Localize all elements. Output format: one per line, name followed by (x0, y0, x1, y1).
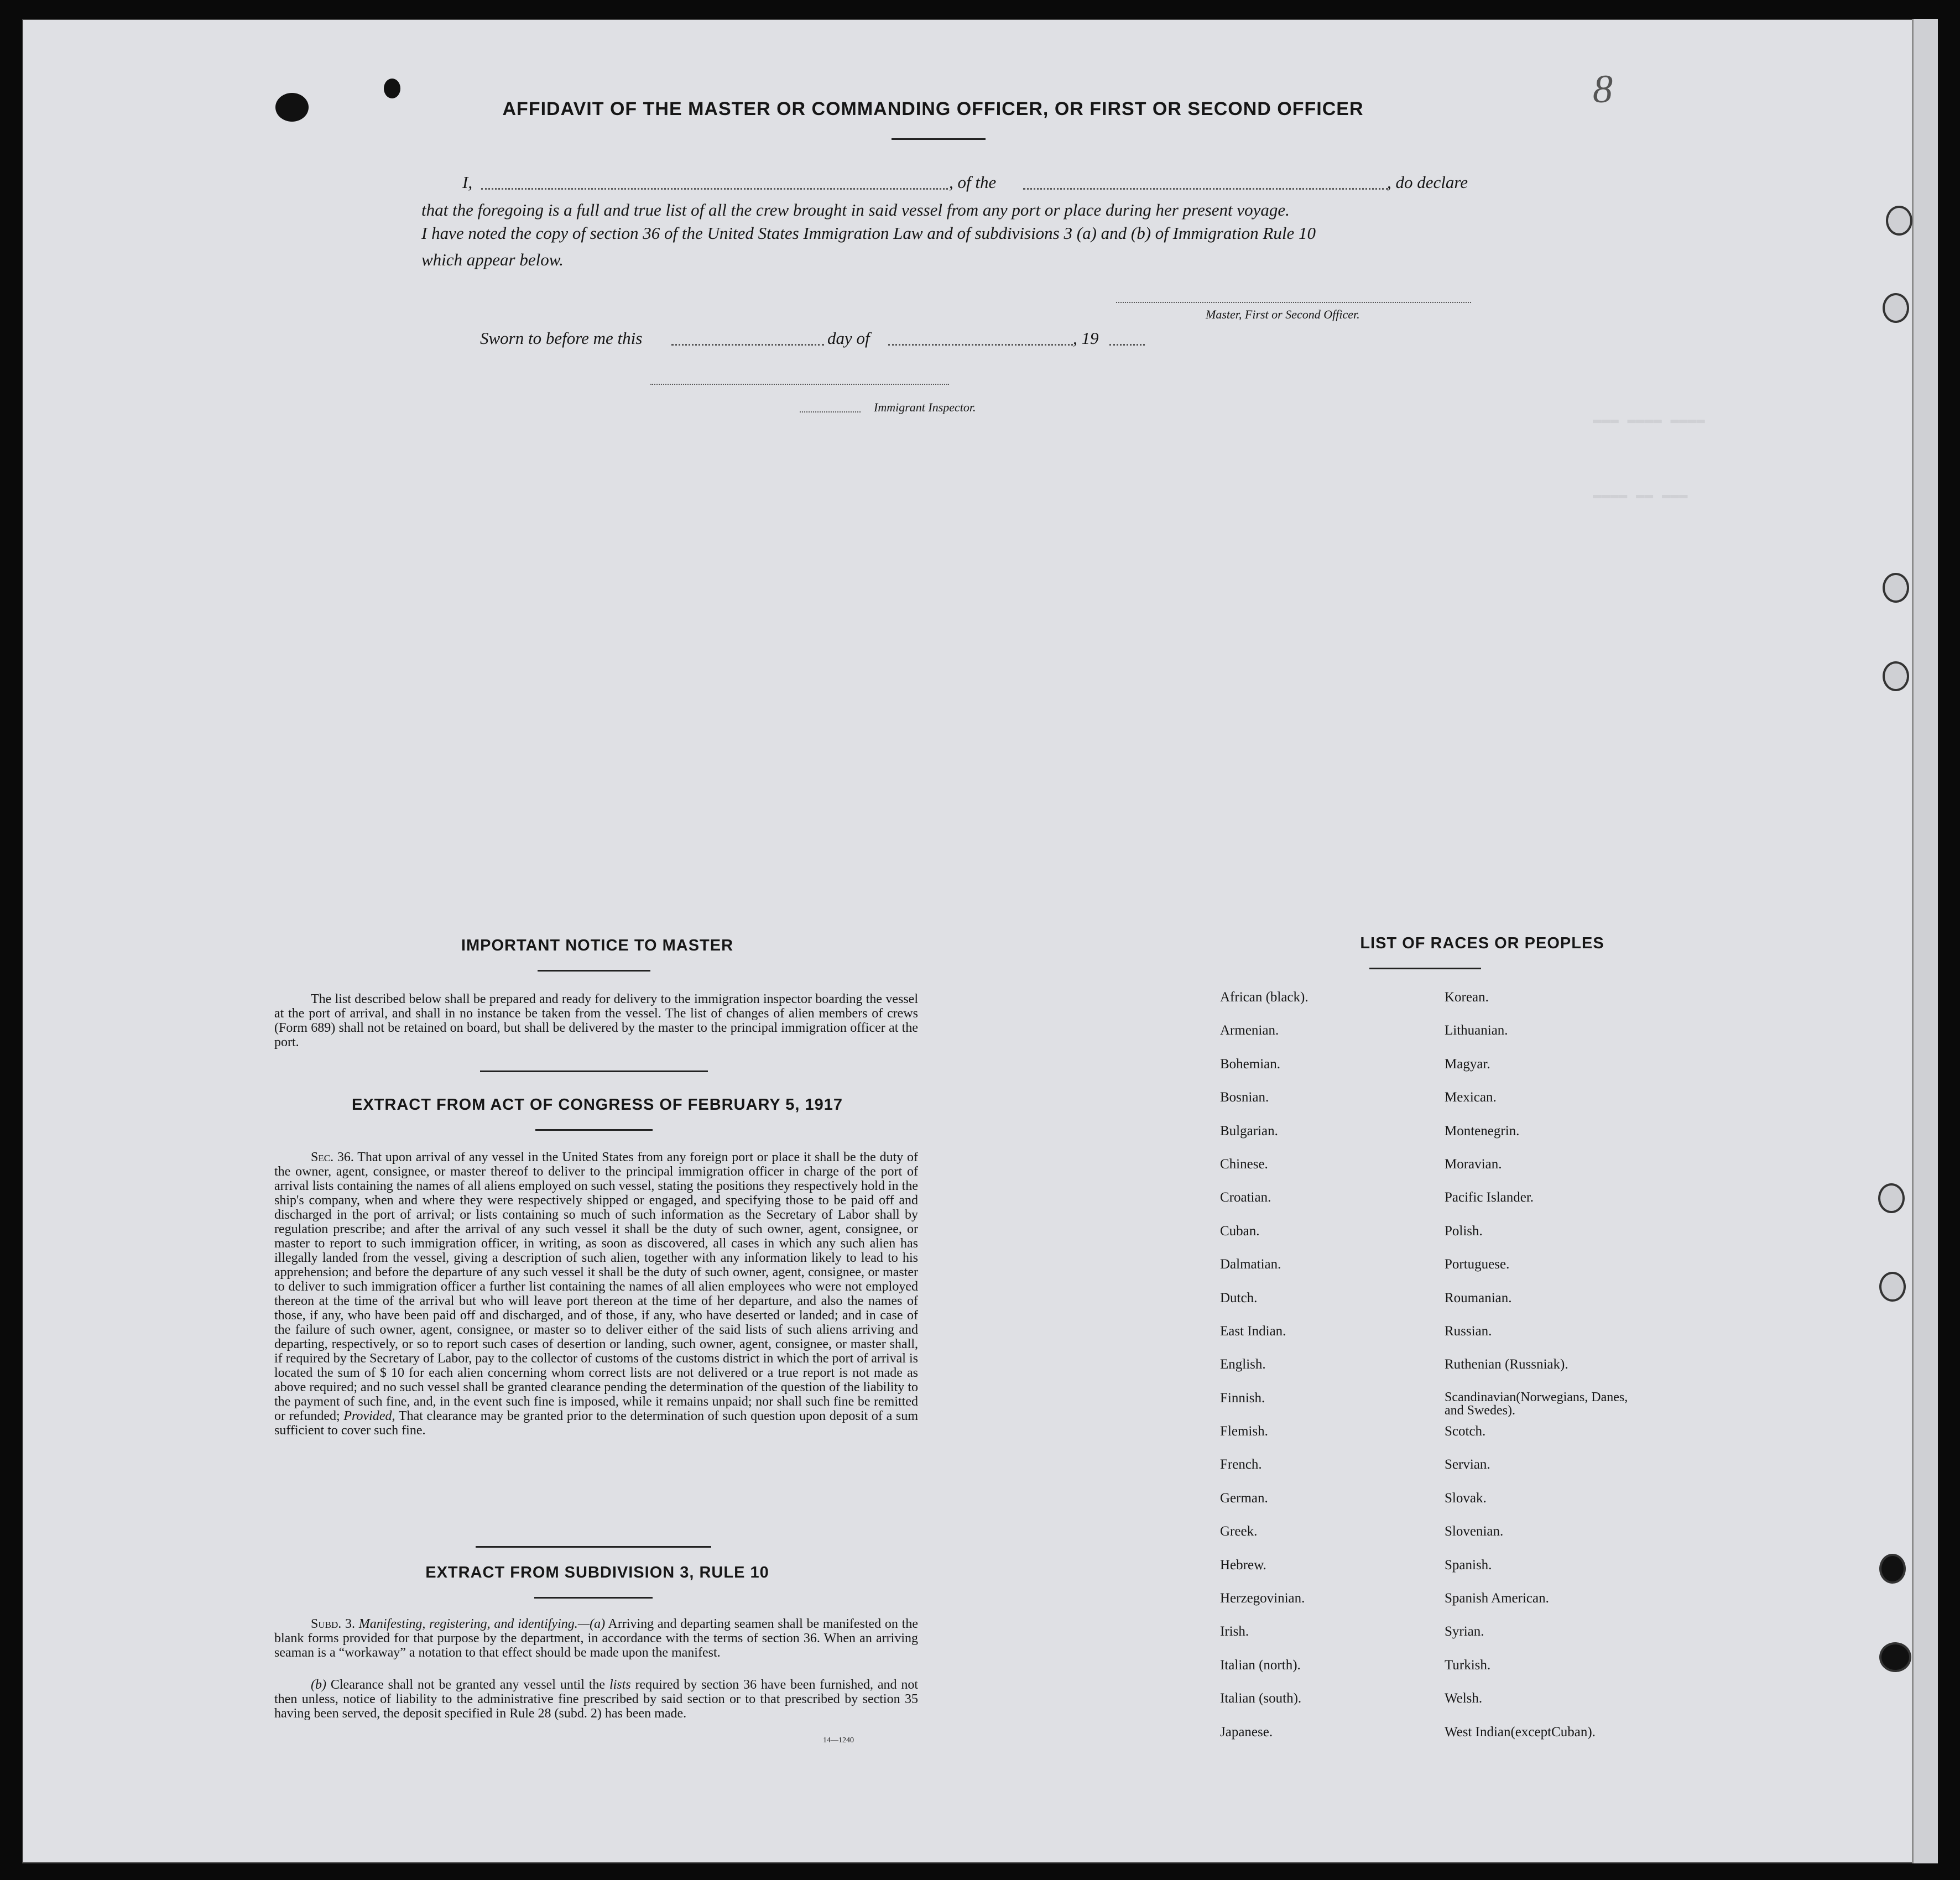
race-item: West Indian(exceptCuban). (1445, 1724, 1596, 1740)
race-item: Russian. (1445, 1323, 1492, 1339)
punch-hole (1879, 1272, 1906, 1302)
ink-smudge (384, 79, 400, 98)
rule-b-label: (b) (311, 1678, 326, 1692)
handwritten-mark: 8 (1593, 67, 1613, 111)
race-item: Armenian. (1220, 1023, 1279, 1038)
affidavit-line-4: which appear below. (421, 250, 564, 269)
rule-para-a-text: Arriving and departing seamen shall be manifested on the blank forms provided for that purpose by the department, in accordance with the terms of section 36. When an arriving seaman is a “workaway” a notation to that effect should be made upon the manifest. (274, 1617, 918, 1660)
race-item: Pacific Islander. (1445, 1190, 1534, 1205)
race-item: Turkish. (1445, 1657, 1491, 1673)
vessel-blank (1023, 188, 1388, 190)
race-item: Roumanian. (1445, 1290, 1512, 1305)
punch-hole (1886, 206, 1912, 236)
affidavit-do-declare: , do declare (1387, 173, 1468, 192)
punch-hole (1878, 1183, 1905, 1213)
race-item: Slovenian. (1445, 1524, 1504, 1539)
punch-hole (1883, 573, 1909, 603)
act-body: That upon arrival of any vessel in the United States from any foreign port or place it shall be the duty of the owner, agent, consignee, or master thereof to deliver to the principal immigration officer in charge of the port of arrival lists containing the names of all aliens employed on such vessel, stating the positions they respectively hold in the ship's company, when and where they were respectively shipped or engaged, and specifying those to be paid off and discharged in the port of arrival; or lists containing so much of such information as the Secretary of Labor shall by regulation prescribe; and after the arrival of any such vessel it shall be the duty of such owner, agent, consignee, or master to report to such immigration officer, in writing, as soon as discovered, all cases in which any such alien has illegally landed from the vessel, giving a description of such alien, together with any information likely to lead to his apprehension; and before the departure of any such vessel it shall be the duty of such owner, agent, consignee, or master to deliver to such immigration officer a further list containing the names of all alien employees who were not employed thereon at the time of the arrival but who will leave port thereon at the time of her departure, and also the names of those, if any, who have been paid off and discharged, and of those, if any, who have deserted or landed; and in case of the failure of such owner, agent, consignee, or master so to deliver either of the said lists of such aliens arriving and departing, respectively, or so to report such cases of desertion or landing, such owner, agent, consignee, or master shall, if required by the Secretary of Labor, pay to the collector of customs of the customs district in which the port of arrival is located the sum of $ 10 for each alien concerning whom correct lists are not delivered or a true report is not made as above required; and no such vessel shall be granted clearance pending the determination of the question of the liability to the payment of such fine, and, in the event such fine is imposed, while it remains unpaid; nor shall such fine be remitted or refunded; (274, 1150, 918, 1423)
race-item: Dalmatian. (1220, 1257, 1281, 1272)
race-item: Hebrew. (1220, 1557, 1266, 1573)
races-column-1 (1220, 990, 1419, 1758)
race-item: Magyar. (1445, 1056, 1490, 1072)
race-item: Portuguese. (1445, 1257, 1510, 1272)
affidavit-of-the: , of the (949, 173, 997, 192)
act-provided: Provided, (343, 1409, 395, 1423)
race-item: Bosnian. (1220, 1090, 1269, 1105)
race-item: French. (1220, 1457, 1262, 1472)
race-item: English. (1220, 1357, 1266, 1372)
race-item: East Indian. (1220, 1323, 1286, 1339)
divider (1369, 968, 1481, 969)
race-item: Cuban. (1220, 1223, 1260, 1239)
race-item: Chinese. (1220, 1156, 1268, 1172)
race-item: Slovak. (1445, 1490, 1487, 1506)
rule-subd-title: Manifesting, registering, and identifying.—(a) (358, 1617, 606, 1631)
affidavit-i: I, (462, 173, 473, 192)
race-item: Spanish. (1445, 1557, 1492, 1573)
race-item: Spanish American. (1445, 1591, 1549, 1606)
master-caption: Master, First or Second Officer. (1206, 307, 1360, 321)
affidavit-title: AFFIDAVIT OF THE MASTER OR COMMANDING OFFICER, OR FIRST OR SECOND OFFICER (502, 98, 1364, 119)
name-blank (481, 188, 948, 190)
bleed-through: ▬▬▬ ▬▬▬▬ ▬▬▬▬ (1593, 411, 1705, 428)
race-item: Mexican. (1445, 1090, 1497, 1105)
act-text (274, 1150, 918, 1438)
race-item: Syrian. (1445, 1624, 1484, 1639)
race-item: Italian (north). (1220, 1657, 1301, 1673)
race-item: Servian. (1445, 1457, 1490, 1472)
race-item: Dutch. (1220, 1290, 1258, 1305)
affidavit-line-2: that the foregoing is a full and true list of all the crew brought in said vessel from any port or place during her present voyage. (421, 200, 1290, 220)
rule-para-b (274, 1678, 918, 1721)
race-item: Lithuanian. (1445, 1023, 1508, 1038)
punch-hole (1879, 1642, 1911, 1672)
divider (892, 138, 986, 140)
rule-para-b-text-2: required by section 36 have been furnished, and not then unless, notice of liability to the administrative fine prescribed by said section or to that prescribed by section 35 having been served, the deposit specified in Rule 28 (subd. 2) has been made. (274, 1678, 919, 1721)
races-column-2 (1445, 990, 1644, 1758)
day-blank (671, 344, 824, 346)
punch-hole (1883, 661, 1909, 691)
race-item: Montenegrin. (1445, 1123, 1520, 1139)
divider (534, 1597, 653, 1599)
inspector-signature-line (650, 384, 949, 385)
race-item: Moravian. (1445, 1156, 1502, 1172)
rule-title: EXTRACT FROM SUBDIVISION 3, RULE 10 (425, 1564, 769, 1581)
bleed-through: ▬▬▬▬ ▬▬ ▬▬▬ (1593, 487, 1688, 503)
race-item: Herzegovinian. (1220, 1591, 1305, 1606)
race-item: Irish. (1220, 1624, 1249, 1639)
race-item: Greek. (1220, 1524, 1258, 1539)
divider (538, 970, 650, 972)
inspector-caption: Immigrant Inspector. (874, 400, 976, 414)
race-item: Finnish. (1220, 1390, 1265, 1406)
race-item: Korean. (1445, 990, 1489, 1005)
divider (476, 1546, 711, 1548)
act-sec-label: Sec. 36. (311, 1150, 354, 1164)
year-blank (1109, 344, 1145, 346)
page-edge (1912, 19, 1938, 1863)
form-number: 14—1240 (823, 1736, 854, 1745)
races-title: LIST OF RACES OR PEOPLES (1360, 934, 1604, 952)
notice-text: The list described below shall be prepared and ready for delivery to the immigration inspector boarding the vessel at the port of arrival, and shall in no instance be taken from the vessel. The list of changes of alien members of crews (Form 689) shall not be retained on board, but shall be delivered by the master to the principal immigration officer at the port. (274, 992, 918, 1049)
day-of-text: day of (827, 328, 870, 348)
act-title: EXTRACT FROM ACT OF CONGRESS OF FEBRUARY 5, 1917 (351, 1096, 843, 1114)
inspector-dash (800, 411, 861, 412)
race-item: Japanese. (1220, 1724, 1273, 1740)
race-item: Italian (south). (1220, 1691, 1302, 1706)
divider (535, 1129, 653, 1131)
race-item: Scotch. (1445, 1424, 1486, 1439)
race-item: Ruthenian (Russniak). (1445, 1357, 1568, 1372)
sworn-text: Sworn to before me this (480, 328, 643, 348)
race-item: Welsh. (1445, 1691, 1483, 1706)
race-item: German. (1220, 1490, 1268, 1506)
affidavit-line-3: I have noted the copy of section 36 of the United States Immigration Law and of subdivisions 3 (a) and (b) of Immigration Rule 10 (421, 223, 1316, 243)
rule-para-b-text-1: Clearance shall not be granted any vessel until the (330, 1678, 606, 1692)
race-item: African (black). (1220, 990, 1309, 1005)
race-item: Bulgarian. (1220, 1123, 1278, 1139)
notice-title: IMPORTANT NOTICE TO MASTER (461, 937, 734, 954)
race-item: Flemish. (1220, 1424, 1268, 1439)
rule-para-a (274, 1617, 918, 1660)
rule-lists-word: lists (609, 1678, 631, 1692)
punch-hole (1879, 1554, 1906, 1584)
punch-hole (1883, 293, 1909, 323)
year-text: , 19 (1073, 328, 1099, 348)
master-signature-line (1116, 302, 1471, 303)
race-item: Bohemian. (1220, 1056, 1281, 1072)
divider (480, 1070, 708, 1072)
race-item: Polish. (1445, 1223, 1483, 1239)
month-blank (888, 344, 1073, 346)
race-item: Croatian. (1220, 1190, 1271, 1205)
act-body-end: That clearance may be granted prior to the determination of such question upon deposit of a sum sufficient to cover such fine. (274, 1409, 918, 1438)
race-item: Scandinavian(Norwegians, Danes, and Swedes). (1445, 1390, 1628, 1418)
rule-subd-label: Subd. 3. (311, 1617, 355, 1631)
